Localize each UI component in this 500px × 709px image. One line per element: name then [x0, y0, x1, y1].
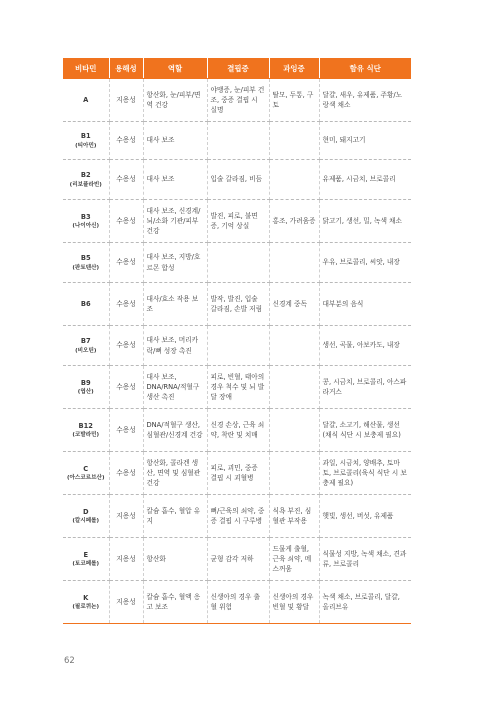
excess-cell: 홍조, 가려움증 — [269, 200, 319, 243]
deficiency-cell: 피로, 빈혈, 태아의 경우 척수 및 뇌 발달 장애 — [207, 366, 269, 409]
foods-cell: 생선, 곡물, 아보카도, 내장 — [319, 326, 411, 366]
vitamin-name-cell — [63, 409, 109, 452]
vitamin-name-cell — [63, 122, 109, 160]
solubility-cell: 수용성 — [109, 283, 143, 326]
vitamin-name-cell — [63, 283, 109, 326]
excess-cell: 신경계 중독 — [269, 283, 319, 326]
foods-cell: 현미, 돼지고기 — [319, 122, 411, 160]
vitamin-subname: (판토텐산) — [72, 264, 100, 271]
solubility-cell: 지용성 — [109, 495, 143, 538]
vitamin-subname: (비오틴) — [75, 347, 97, 354]
table-row — [63, 79, 411, 122]
header-foods: 함유 식단 — [319, 58, 411, 79]
deficiency-cell: 뼈/근육의 쇠약, 중증 결핍 시 구루병 — [207, 495, 269, 538]
deficiency-cell: 신경 손상, 근육 쇠약, 착란 및 치매 — [207, 409, 269, 452]
table-row — [63, 200, 411, 243]
vitamin-name: B12 — [78, 421, 93, 430]
vitamin-subname: (엽산) — [77, 389, 94, 396]
table-row — [63, 122, 411, 160]
excess-cell: 신생아의 경우 빈혈 및 황달 — [269, 581, 319, 624]
foods-cell: 식물성 지방, 녹색 채소, 견과류, 브로콜리 — [319, 538, 411, 581]
deficiency-cell: 야맹증, 눈/피부 건조, 중증 결핍 시 실명 — [207, 79, 269, 122]
deficiency-cell: 균형 감각 저하 — [207, 538, 269, 581]
deficiency-cell: 피로, 괴민, 중증 결핍 시 괴혈병 — [207, 452, 269, 495]
role-cell: 대사 보조, 머리카락/뼈 성장 촉진 — [143, 326, 207, 366]
role-cell: DNA/적혈구 생산, 심혈관/신경계 건강 — [143, 409, 207, 452]
foods-cell: 유제품, 시금치, 브로콜리 — [319, 160, 411, 200]
vitamin-name-cell — [63, 326, 109, 366]
solubility-cell: 수용성 — [109, 243, 143, 283]
table-row — [63, 409, 411, 452]
header-excess: 과잉증 — [269, 58, 319, 79]
foods-cell: 대부분의 음식 — [319, 283, 411, 326]
role-cell: 항산화 — [143, 538, 207, 581]
foods-cell: 콩, 시금치, 브로콜리, 아스파라거스 — [319, 366, 411, 409]
excess-cell: 탈모, 두통, 구토 — [269, 79, 319, 122]
vitamin-name-cell — [63, 79, 109, 122]
vitamin-name: K — [83, 593, 89, 602]
solubility-cell: 지용성 — [109, 538, 143, 581]
foods-cell: 달걀, 새우, 유제품, 주황/노랑색 채소 — [319, 79, 411, 122]
vitamin-name-cell — [63, 200, 109, 243]
deficiency-cell: 입술 갈라짐, 비듬 — [207, 160, 269, 200]
deficiency-cell — [207, 243, 269, 283]
vitamin-subname: (리보플라빈) — [69, 181, 102, 188]
deficiency-cell: 신생아의 경우 출혈 위험 — [207, 581, 269, 624]
solubility-cell: 수용성 — [109, 366, 143, 409]
foods-cell: 우유, 브로콜리, 씨앗, 내장 — [319, 243, 411, 283]
vitamin-subname: (칼시페롤) — [72, 518, 100, 525]
role-cell: 대사 보조 — [143, 122, 207, 160]
vitamin-name: B7 — [80, 337, 91, 346]
role-cell: 대사/효소 작용 보조 — [143, 283, 207, 326]
deficiency-cell — [207, 122, 269, 160]
excess-cell — [269, 452, 319, 495]
vitamin-subname: (필로퀴논) — [72, 604, 100, 611]
foods-cell: 햇빛, 생선, 버섯, 유제품 — [319, 495, 411, 538]
vitamin-name: E — [83, 550, 89, 559]
solubility-cell: 수용성 — [109, 452, 143, 495]
solubility-cell: 지용성 — [109, 581, 143, 624]
table-header-row — [63, 58, 411, 79]
role-cell: 대사 보조 — [143, 160, 207, 200]
solubility-cell: 수용성 — [109, 409, 143, 452]
vitamin-name: B3 — [80, 212, 91, 221]
table-row — [63, 452, 411, 495]
header-vitamin: 비타민 — [63, 58, 109, 79]
role-cell: 대사 보조, 신경계/뇌/소화 기관/피부 건강 — [143, 200, 207, 243]
excess-cell — [269, 366, 319, 409]
table-body — [63, 79, 411, 624]
vitamin-name: D — [82, 507, 89, 516]
table-row — [63, 160, 411, 200]
vitamin-name: B6 — [80, 299, 91, 308]
solubility-cell: 지용성 — [109, 79, 143, 122]
header-solubility: 용해성 — [109, 58, 143, 79]
foods-cell: 닭고기, 생선, 밀, 녹색 채소 — [319, 200, 411, 243]
header-deficiency: 결핍증 — [207, 58, 269, 79]
excess-cell: 식욕 부진, 심혈관 부작용 — [269, 495, 319, 538]
foods-cell: 달걀, 소고기, 해산물, 생선(채식 식단 시 보충제 필요) — [319, 409, 411, 452]
excess-cell: 드물게 출혈, 근육 쇠약, 메스꺼움 — [269, 538, 319, 581]
excess-cell — [269, 243, 319, 283]
vitamin-name: B2 — [80, 171, 91, 180]
deficiency-cell: 발작, 발진, 입술 갈라짐, 손발 저림 — [207, 283, 269, 326]
deficiency-cell — [207, 326, 269, 366]
vitamin-name-cell — [63, 160, 109, 200]
vitamin-name-cell — [63, 452, 109, 495]
vitamin-name: B5 — [80, 254, 91, 263]
vitamin-subname: (토코페롤) — [72, 561, 100, 568]
solubility-cell: 수용성 — [109, 122, 143, 160]
page-number: 62 — [64, 656, 75, 666]
role-cell: 항산화, 눈/피부/면역 건강 — [143, 79, 207, 122]
solubility-cell: 수용성 — [109, 200, 143, 243]
vitamin-name-cell — [63, 538, 109, 581]
vitamin-name: C — [83, 464, 89, 473]
excess-cell — [269, 409, 319, 452]
role-cell: 대사 보조, 지방/호르몬 합성 — [143, 243, 207, 283]
vitamin-name-cell — [63, 243, 109, 283]
foods-cell: 녹색 채소, 브로콜리, 달걀, 올리브유 — [319, 581, 411, 624]
deficiency-cell: 발진, 피로, 불면증, 기억 상실 — [207, 200, 269, 243]
excess-cell — [269, 326, 319, 366]
vitamin-subname: (티아민) — [75, 142, 97, 149]
vitamin-subname: (아스코르브산) — [66, 475, 105, 482]
vitamin-subname: (나이아신) — [72, 223, 100, 230]
table-row — [63, 538, 411, 581]
foods-cell: 과일, 시금치, 양배추, 토마토, 브로콜리(육식 식단 시 보충제 필요) — [319, 452, 411, 495]
role-cell: 항산화, 콜라겐 생산, 면역 및 심혈관 건강 — [143, 452, 207, 495]
role-cell: 칼슘 흡수, 혈액 응고 보조 — [143, 581, 207, 624]
table-row — [63, 581, 411, 624]
vitamin-name: A — [83, 95, 89, 104]
header-role: 역할 — [143, 58, 207, 79]
solubility-cell: 수용성 — [109, 160, 143, 200]
vitamin-subname: (코발라민) — [72, 432, 100, 439]
vitamin-name: B1 — [80, 132, 91, 141]
vitamin-name: B9 — [80, 378, 91, 387]
excess-cell — [269, 160, 319, 200]
solubility-cell: 수용성 — [109, 326, 143, 366]
role-cell: 칼슘 흡수, 혈압 유지 — [143, 495, 207, 538]
vitamin-name-cell — [63, 495, 109, 538]
excess-cell — [269, 122, 319, 160]
vitamin-name-cell — [63, 366, 109, 409]
role-cell: 대사 보조, DNA/RNA/적혈구 생산 촉진 — [143, 366, 207, 409]
vitamin-table — [63, 58, 411, 624]
table-row — [63, 326, 411, 366]
table-row — [63, 243, 411, 283]
vitamin-name-cell — [63, 581, 109, 624]
table-row — [63, 495, 411, 538]
table-row — [63, 366, 411, 409]
table-row — [63, 283, 411, 326]
